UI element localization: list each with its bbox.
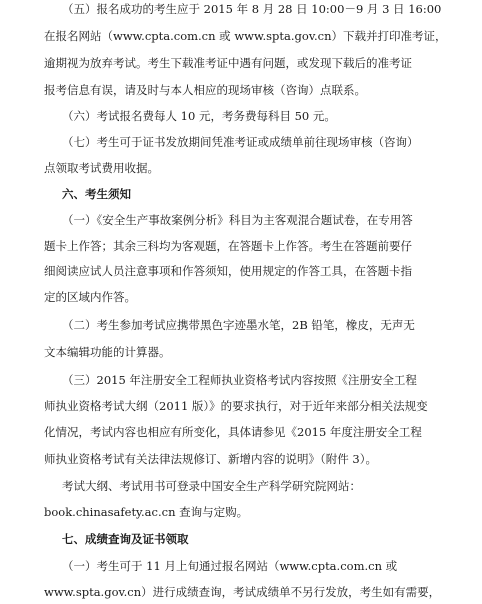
text-line: book.chinasafety.ac.cn 查询与定购。: [44, 505, 249, 519]
text-line: 定的区域内作答。: [44, 290, 136, 304]
text-line: 文本编辑功能的计算器。: [44, 345, 171, 359]
text-line: （三）2015 年注册安全工程师执业资格考试内容按照《注册安全工程: [62, 373, 417, 387]
text-line: （五）报名成功的考生应于 2015 年 8 月 28 日 10:00－9 月 3 日 16:00: [62, 2, 442, 16]
text-line: 在报名网站（www.cpta.com.cn 或 www.spta.gov.cn）下载并打印准考证，: [44, 29, 447, 43]
section-heading: 六、考生须知: [62, 187, 131, 201]
text-line: 逾期视为放弃考试。考生下载准考证中遇有问题，或发现下载后的准考证: [44, 56, 412, 70]
text-line: （一）《安全生产事故案例分析》科目为主客观混合题试卷，在专用答: [62, 213, 413, 227]
text-line: 题卡上作答；其余三科均为客观题，在答题卡上作答。考生在答题前要仔: [44, 239, 412, 253]
text-line: （六）考试报名费每人 10 元，考务费每科目 50 元。: [62, 109, 336, 123]
text-line: 点领取考试费用收据。: [44, 161, 159, 175]
section-heading: 七、成绩查询及证书领取: [62, 532, 189, 546]
text-line: 师执业资格考试大纲（2011 版）》的要求执行，对于近年来部分相关法规变: [44, 399, 428, 413]
text-line: www.spta.gov.cn）进行成绩查询，考试成绩单不另行发放，考生如有需要，: [44, 585, 441, 599]
text-line: 细阅读应试人员注意事项和作答须知，使用规定的作答工具，在答题卡指: [44, 264, 412, 278]
text-line: （七）考生可于证书发放期间凭准考证或成绩单前往现场审核（咨询）: [62, 135, 419, 149]
text-line: 考试大纲、考试用书可登录中国安全生产科学研究院网站：: [62, 479, 361, 493]
text-line: 师执业资格考试有关法律法规修订、新增内容的说明》（附件 3）。: [44, 452, 377, 466]
text-line: 报考信息有误，请及时与本人相应的现场审核（咨询）点联系。: [44, 83, 366, 97]
text-line: 化情况，考试内容也相应有所变化，具体请参见《2015 年度注册安全工程: [44, 425, 422, 439]
text-line: （一）考生可于 11 月上旬通过报名网站（www.cpta.com.cn 或: [62, 559, 398, 573]
text-line: （二）考生参加考试应携带黑色字迹墨水笔，2B 铅笔，橡皮，无声无: [62, 318, 415, 332]
